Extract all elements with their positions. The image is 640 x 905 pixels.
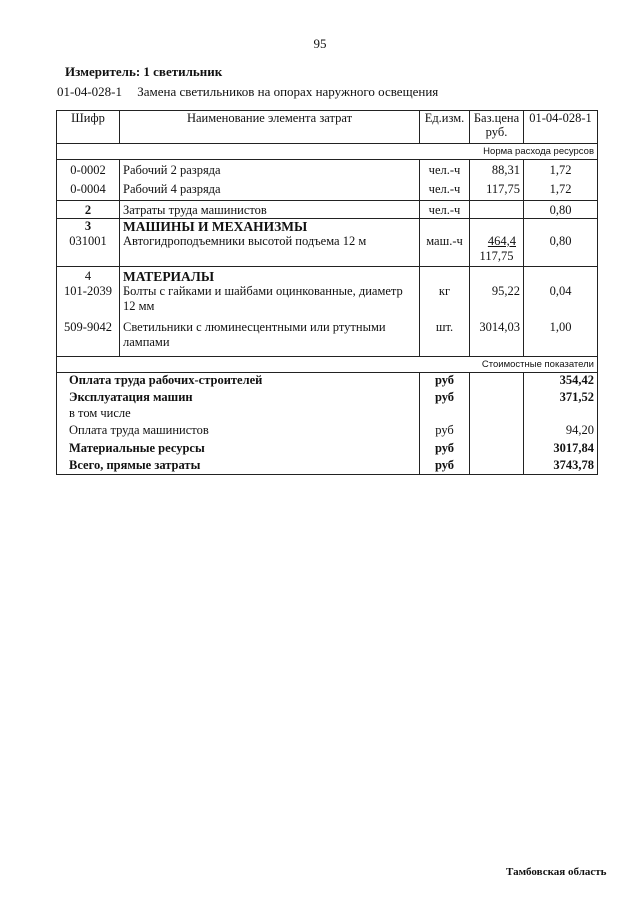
cost-row: Всего, прямые затраты руб 3743,78 [57,456,598,475]
region-footer: Тамбовская область [506,866,607,878]
table-row: 509-9042 Светильники с люминесцентными или ртутными лампами шт. 3014,03 1,00 [57,314,598,350]
cost-row: Оплата труда машинистов руб 94,20 [57,421,598,438]
header-unit: Ед.изм. [420,111,470,144]
cost-label: Стоимостные показатели [57,357,598,373]
table-row: 031001 Автогидроподъемники высотой подъема 12 м маш.-ч 464,4 117,75 0,80 [57,234,598,267]
table-row: 2 Затраты труда машинистов чел.-ч 0,80 [57,201,598,219]
meter-label: Измеритель: 1 светильник [65,64,223,79]
header-price: Баз.цена руб. [470,111,524,144]
table-row: 101-2039 Болты с гайками и шайбами оцинкованные, диаметр 12 мм кг 95,22 0,04 [57,284,598,314]
norm-label: Норма расхода ресурсов [57,144,598,160]
header-code: 01-04-028-1 [524,111,598,144]
cost-row: в том числе [57,405,598,421]
resource-table [56,110,598,475]
cost-row: Оплата труда рабочих-строителей руб 354,42 [57,373,598,389]
cost-row: Эксплуатация машин руб 371,52 [57,388,598,405]
machine-price-bottom: 117,75 [479,249,514,263]
header-cipher: Шифр [57,111,120,144]
table-row: 0-0004 Рабочий 4 разряда чел.-ч 117,75 1,72 [57,178,598,201]
machine-price-top: 464,4 [487,234,516,248]
section-materials: 4 МАТЕРИАЛЫ [57,267,598,285]
page-number: 95 [313,36,327,51]
norm-label-row [57,144,598,160]
section-machines: 3 МАШИНЫ И МЕХАНИЗМЫ [57,219,598,235]
code-line [57,84,438,100]
table-row: 0-0002 Рабочий 2 разряда чел.-ч 88,31 1,72 [57,160,598,179]
table-header [57,111,598,144]
resource-description: Замена светильников на опорах наружного освещения [137,84,439,99]
header-name: Наименование элемента затрат [120,111,420,144]
cost-label-row [57,357,598,373]
resource-code: 01-04-028-1 [57,84,122,99]
cost-row: Материальные ресурсы руб 3017,84 [57,438,598,456]
